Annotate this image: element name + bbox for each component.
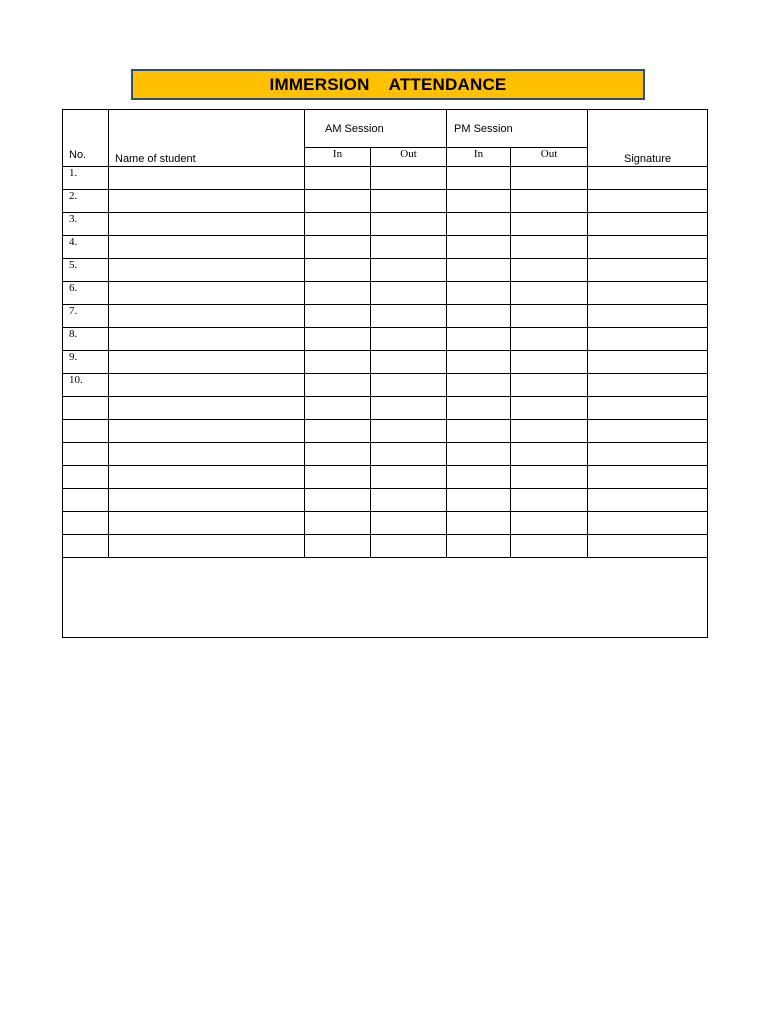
row-pm-out-cell[interactable] (511, 374, 588, 397)
row-pm-out-cell[interactable] (511, 351, 588, 374)
row-am-in-cell[interactable] (305, 305, 371, 328)
table-row (63, 489, 708, 512)
row-pm-in-cell[interactable] (447, 535, 511, 558)
row-am-out-cell[interactable] (371, 466, 447, 489)
row-pm-in-cell[interactable] (447, 213, 511, 236)
row-am-in-cell[interactable] (305, 167, 371, 190)
row-pm-out-cell[interactable] (511, 397, 588, 420)
row-number: 8. (63, 328, 109, 351)
table-row (63, 167, 708, 190)
row-am-out-cell[interactable] (371, 190, 447, 213)
row-pm-in-cell[interactable] (447, 443, 511, 466)
row-number: 2. (63, 190, 109, 213)
row-signature-cell[interactable] (588, 397, 708, 420)
row-signature-cell[interactable] (588, 489, 708, 512)
row-signature-cell[interactable] (588, 374, 708, 397)
row-number (63, 489, 109, 512)
header-name-of-student: Name of student (109, 110, 305, 167)
row-am-out-cell[interactable] (371, 397, 447, 420)
row-am-out-cell[interactable] (371, 167, 447, 190)
table-row (63, 420, 708, 443)
row-am-in-cell[interactable] (305, 466, 371, 489)
row-number (63, 443, 109, 466)
row-am-in-cell[interactable] (305, 420, 371, 443)
header-row-top (63, 110, 708, 148)
table-row (63, 236, 708, 259)
header-pm-session: PM Session (447, 110, 588, 148)
row-pm-out-cell[interactable] (511, 466, 588, 489)
row-name-cell[interactable] (109, 397, 305, 420)
table-row (63, 512, 708, 535)
row-pm-in-cell[interactable] (447, 236, 511, 259)
row-am-in-cell[interactable] (305, 328, 371, 351)
table-row (63, 374, 708, 397)
row-am-out-cell[interactable] (371, 374, 447, 397)
row-am-out-cell[interactable] (371, 535, 447, 558)
row-name-cell[interactable] (109, 351, 305, 374)
row-name-cell[interactable] (109, 466, 305, 489)
row-pm-out-cell[interactable] (511, 213, 588, 236)
header-pm-in: In (447, 148, 511, 167)
row-am-in-cell[interactable] (305, 489, 371, 512)
row-name-cell[interactable] (109, 443, 305, 466)
row-am-out-cell[interactable] (371, 443, 447, 466)
header-signature: Signature (588, 110, 708, 167)
row-pm-in-cell[interactable] (447, 374, 511, 397)
row-pm-in-cell[interactable] (447, 259, 511, 282)
table-row (63, 466, 708, 489)
row-name-cell[interactable] (109, 512, 305, 535)
row-signature-cell[interactable] (588, 236, 708, 259)
row-name-cell[interactable] (109, 305, 305, 328)
attendance-table (62, 109, 708, 638)
header-pm-out: Out (511, 148, 588, 167)
row-am-in-cell[interactable] (305, 236, 371, 259)
row-am-in-cell[interactable] (305, 397, 371, 420)
row-am-out-cell[interactable] (371, 213, 447, 236)
table-row (63, 351, 708, 374)
row-signature-cell[interactable] (588, 282, 708, 305)
row-pm-out-cell[interactable] (511, 328, 588, 351)
row-am-in-cell[interactable] (305, 351, 371, 374)
row-am-in-cell[interactable] (305, 443, 371, 466)
row-signature-cell[interactable] (588, 259, 708, 282)
row-am-out-cell[interactable] (371, 512, 447, 535)
header-am-out: Out (371, 148, 447, 167)
table-row (63, 282, 708, 305)
row-pm-in-cell[interactable] (447, 489, 511, 512)
row-pm-in-cell[interactable] (447, 305, 511, 328)
row-pm-in-cell[interactable] (447, 351, 511, 374)
row-pm-out-cell[interactable] (511, 282, 588, 305)
row-name-cell[interactable] (109, 535, 305, 558)
row-pm-out-cell[interactable] (511, 512, 588, 535)
table-row (63, 259, 708, 282)
row-number: 4. (63, 236, 109, 259)
row-name-cell[interactable] (109, 282, 305, 305)
footer-notes-area (63, 558, 708, 638)
row-number (63, 535, 109, 558)
row-name-cell[interactable] (109, 328, 305, 351)
row-pm-in-cell[interactable] (447, 167, 511, 190)
row-am-out-cell[interactable] (371, 420, 447, 443)
row-signature-cell[interactable] (588, 535, 708, 558)
row-pm-in-cell[interactable] (447, 282, 511, 305)
row-number: 6. (63, 282, 109, 305)
row-number: 10. (63, 374, 109, 397)
row-pm-out-cell[interactable] (511, 489, 588, 512)
row-pm-out-cell[interactable] (511, 420, 588, 443)
header-am-in: In (305, 148, 371, 167)
header-no: No. (63, 110, 109, 167)
row-pm-in-cell[interactable] (447, 397, 511, 420)
row-number: 3. (63, 213, 109, 236)
row-name-cell[interactable] (109, 259, 305, 282)
attendance-title: IMMERSION ATTENDANCE (131, 69, 645, 100)
row-am-out-cell[interactable] (371, 282, 447, 305)
row-signature-cell[interactable] (588, 512, 708, 535)
row-am-in-cell[interactable] (305, 374, 371, 397)
row-am-in-cell[interactable] (305, 259, 371, 282)
table-row (63, 397, 708, 420)
row-number: 1. (63, 167, 109, 190)
row-signature-cell[interactable] (588, 466, 708, 489)
row-pm-in-cell[interactable] (447, 420, 511, 443)
row-am-in-cell[interactable] (305, 512, 371, 535)
row-signature-cell[interactable] (588, 443, 708, 466)
table-row (63, 443, 708, 466)
row-name-cell[interactable] (109, 167, 305, 190)
row-number (63, 397, 109, 420)
row-pm-out-cell[interactable] (511, 259, 588, 282)
row-name-cell[interactable] (109, 236, 305, 259)
row-name-cell[interactable] (109, 190, 305, 213)
row-am-out-cell[interactable] (371, 259, 447, 282)
row-number (63, 420, 109, 443)
row-signature-cell[interactable] (588, 420, 708, 443)
row-number (63, 512, 109, 535)
table-row (63, 328, 708, 351)
header-am-session: AM Session (305, 110, 447, 148)
row-signature-cell[interactable] (588, 167, 708, 190)
row-am-in-cell[interactable] (305, 282, 371, 305)
row-pm-out-cell[interactable] (511, 443, 588, 466)
row-am-out-cell[interactable] (371, 328, 447, 351)
row-name-cell[interactable] (109, 213, 305, 236)
row-pm-out-cell[interactable] (511, 190, 588, 213)
row-pm-in-cell[interactable] (447, 466, 511, 489)
row-name-cell[interactable] (109, 374, 305, 397)
row-signature-cell[interactable] (588, 190, 708, 213)
table-row (63, 213, 708, 236)
row-pm-in-cell[interactable] (447, 512, 511, 535)
table-row (63, 190, 708, 213)
notes-cell[interactable] (63, 558, 708, 638)
table-row (63, 535, 708, 558)
row-pm-out-cell[interactable] (511, 167, 588, 190)
row-number (63, 466, 109, 489)
row-am-in-cell[interactable] (305, 213, 371, 236)
row-name-cell[interactable] (109, 489, 305, 512)
row-am-in-cell[interactable] (305, 535, 371, 558)
row-pm-out-cell[interactable] (511, 236, 588, 259)
row-signature-cell[interactable] (588, 305, 708, 328)
row-am-in-cell[interactable] (305, 190, 371, 213)
row-am-out-cell[interactable] (371, 305, 447, 328)
row-number: 5. (63, 259, 109, 282)
row-am-out-cell[interactable] (371, 489, 447, 512)
row-pm-in-cell[interactable] (447, 190, 511, 213)
row-am-out-cell[interactable] (371, 351, 447, 374)
row-name-cell[interactable] (109, 420, 305, 443)
row-signature-cell[interactable] (588, 213, 708, 236)
row-signature-cell[interactable] (588, 351, 708, 374)
row-number: 7. (63, 305, 109, 328)
row-number: 9. (63, 351, 109, 374)
row-pm-out-cell[interactable] (511, 535, 588, 558)
attendance-rows (63, 167, 708, 558)
row-signature-cell[interactable] (588, 328, 708, 351)
row-pm-in-cell[interactable] (447, 328, 511, 351)
table-row (63, 305, 708, 328)
row-am-out-cell[interactable] (371, 236, 447, 259)
row-pm-out-cell[interactable] (511, 305, 588, 328)
